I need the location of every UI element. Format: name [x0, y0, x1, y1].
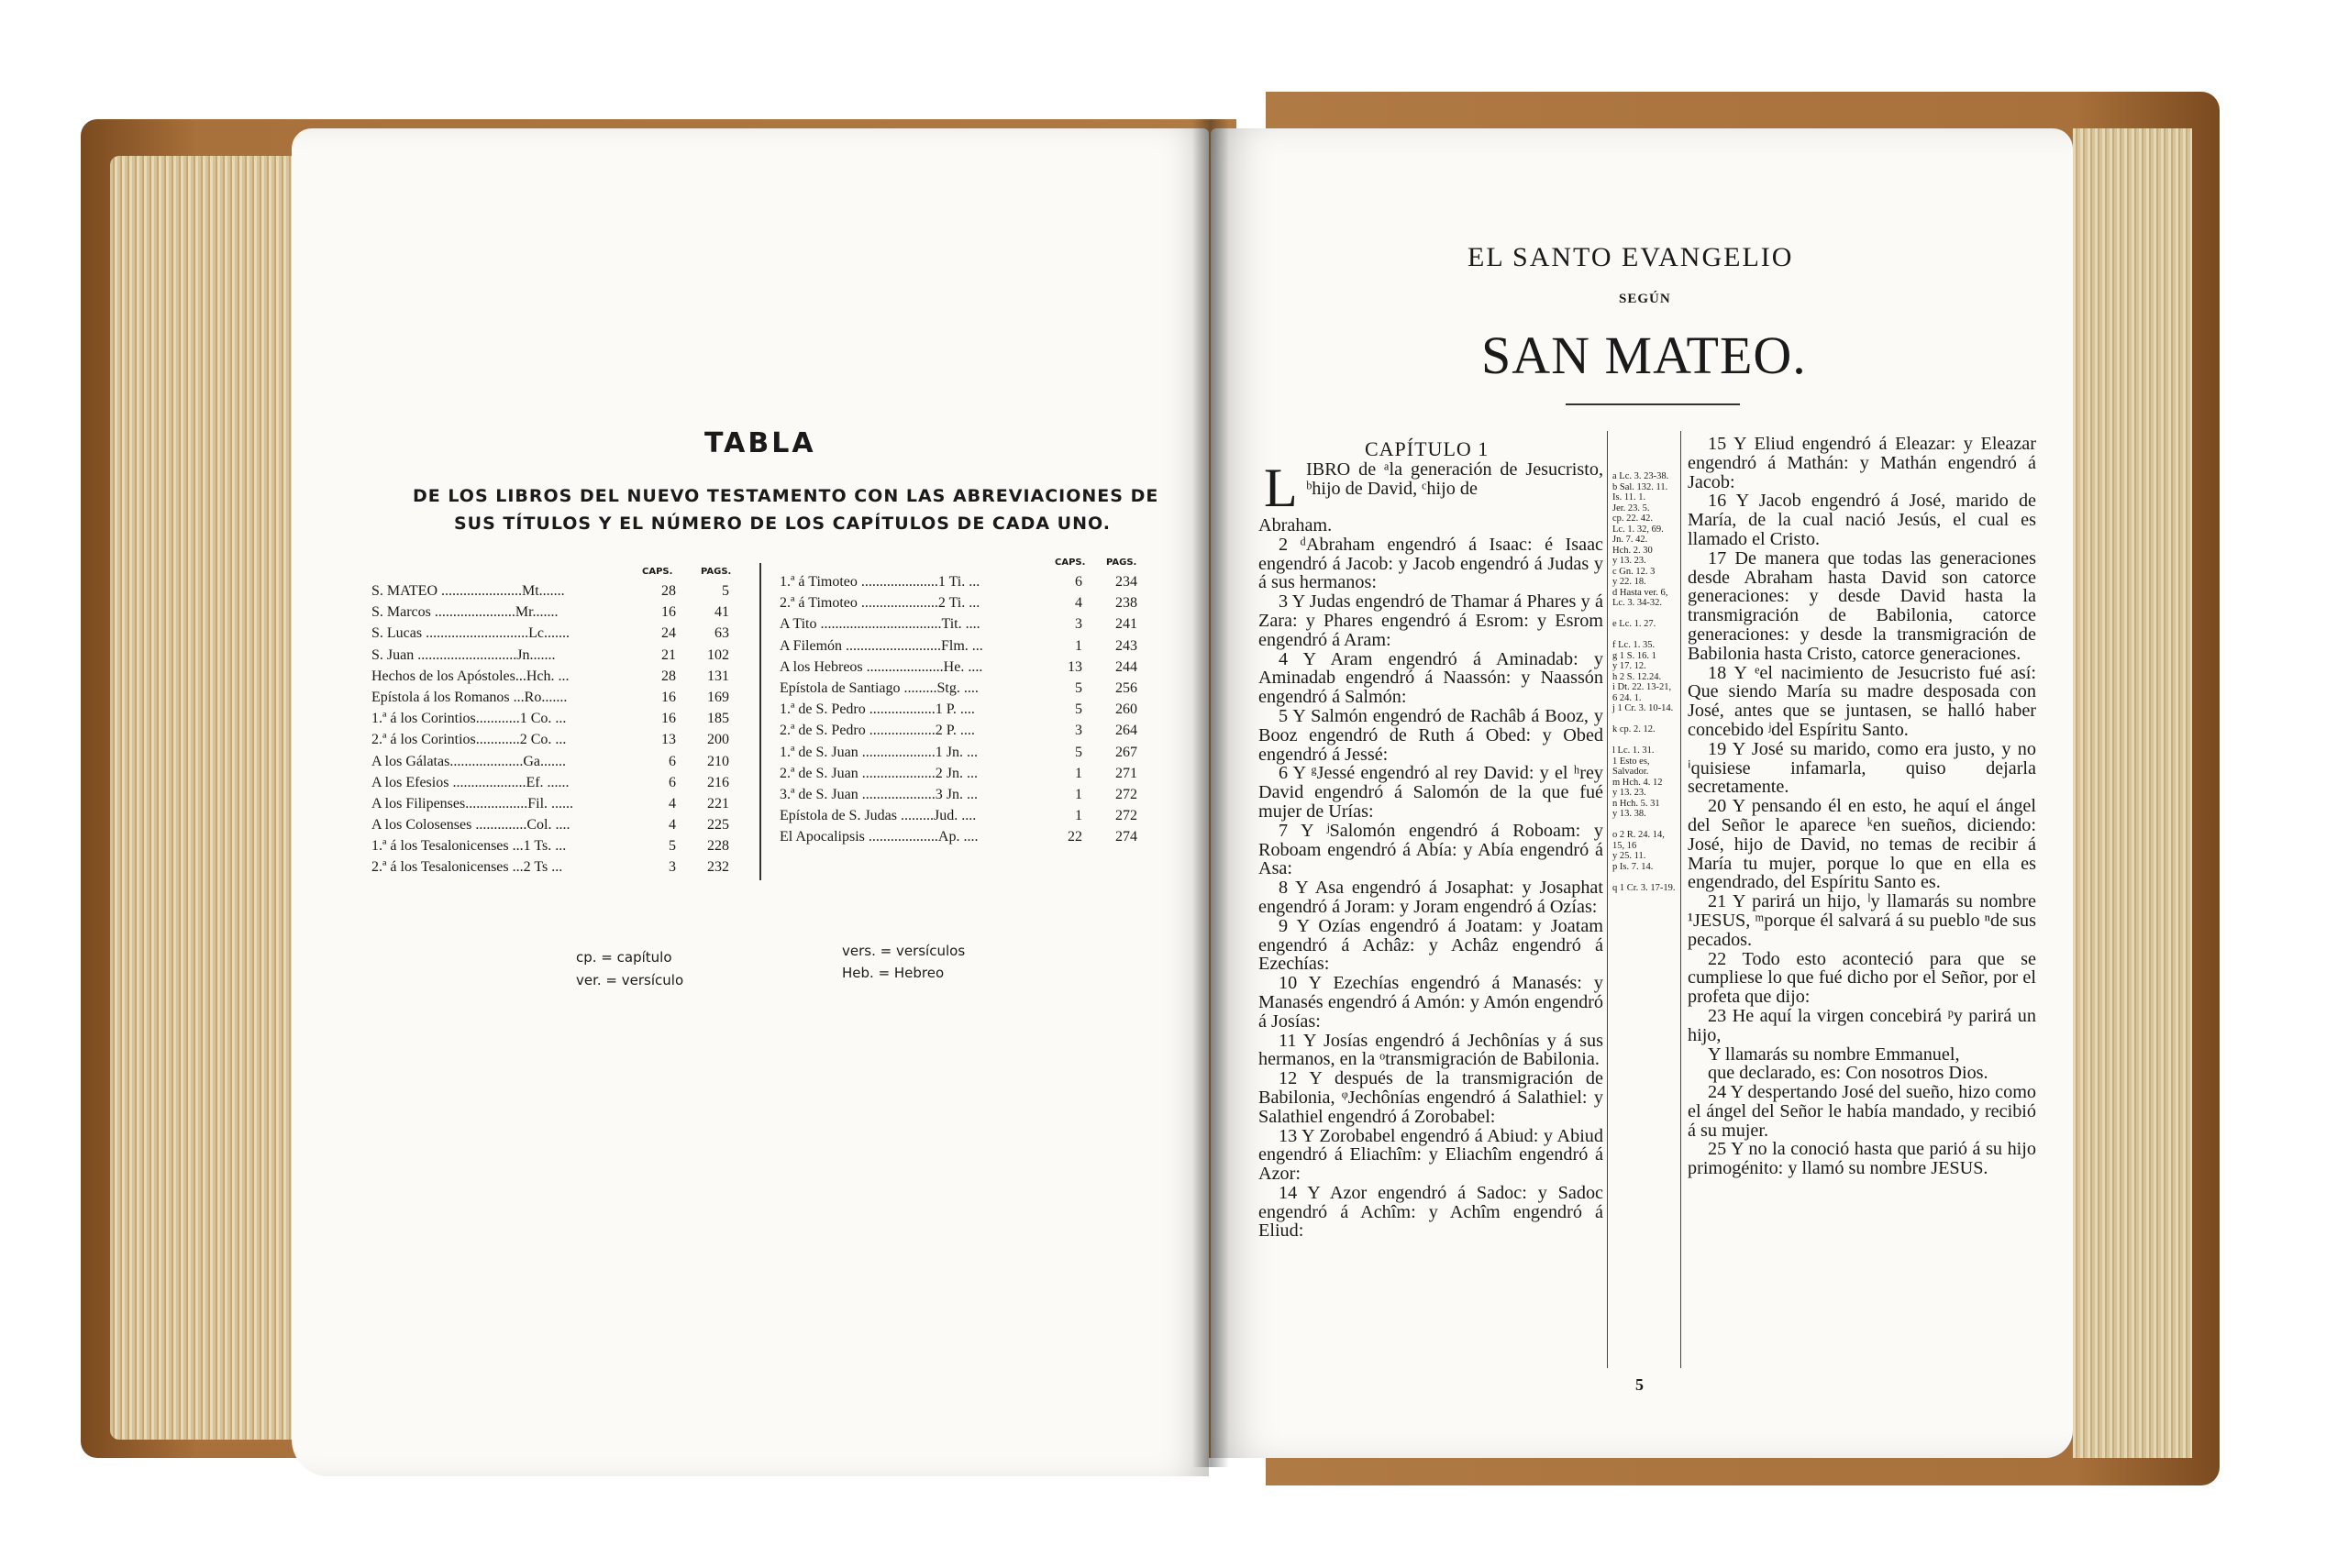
book-name: S. Juan ...........................Jn....... — [371, 646, 556, 663]
book-row — [371, 711, 738, 732]
cross-reference — [1612, 820, 1677, 831]
verse-1-opening: IBRO de ᵃla generación de Jesucristo, ᵇhijo de David, ᶜhijo de — [1306, 459, 1603, 499]
book-chapters: 1 — [1075, 765, 1082, 781]
reference-rule-left — [1607, 431, 1608, 1368]
book-chapters: 28 — [661, 668, 676, 684]
verse-paragraph: 3 Y Judas engendró de Thamar á Phares y á Zara: y Phares engendró á Esrom: y Esrom engendró á Aram: — [1258, 591, 1603, 650]
book-chapters: 1 — [1075, 808, 1082, 824]
book-row — [371, 817, 738, 838]
book-chapters: 4 — [1075, 595, 1082, 612]
verse-paragraph: 21 Y parirá un hijo, ˡy llamarás su nombre ¹JESUS, ᵐporque él salvará á su pueblo ⁿde sus pecados. — [1688, 891, 2036, 950]
drop-cap: L — [1264, 458, 1298, 518]
legend-vers: vers. = versículos — [842, 943, 966, 959]
book-page: 272 — [1115, 808, 1137, 824]
book-row — [780, 787, 1146, 808]
cross-reference: y 17. 12. — [1612, 661, 1646, 671]
cross-reference: a Lc. 3. 23-38. — [1612, 471, 1669, 481]
book-chapters: 22 — [1068, 829, 1082, 845]
book-page: 260 — [1115, 701, 1137, 718]
verse-paragraph: 17 De manera que todas las generaciones desde Abraham hasta David son catorce generaciones: y desde David hasta la transmigración de Babilonia, catorce generaciones: y desde la transmigración de Babilonia hasta Cristo, catorce generaciones. — [1688, 547, 2036, 664]
book-row — [371, 775, 738, 796]
book-name: A Tito .................................Tit. .... — [780, 616, 980, 633]
cross-reference: o 2 R. 24. 14, 15, 16 — [1612, 830, 1665, 851]
book-chapters: 3 — [1075, 723, 1082, 739]
book-name: 3.ª de S. Juan ....................3 Jn. ... — [780, 786, 978, 802]
book-row — [371, 647, 738, 668]
books-table-right — [780, 574, 1146, 850]
book-row — [780, 701, 1146, 723]
cross-reference: c Gn. 12. 3 — [1612, 566, 1656, 577]
cross-reference: y 25. 11. — [1612, 851, 1646, 861]
verse-paragraph: 19 Y José su marido, como era justo, y no ⁱquisiese infamarla, quiso dejarla secretamente. — [1688, 738, 2036, 798]
book-name: A los Colosenses ..............Col. .... — [371, 817, 570, 834]
book-row — [371, 690, 738, 711]
cross-reference: b Sal. 132. 11. — [1612, 481, 1668, 492]
book-name: El Apocalipsis ...................Ap. .... — [780, 829, 979, 845]
book-name: 1.ª de S. Juan ....................1 Jn. ... — [780, 744, 978, 760]
book-chapters: 1 — [1075, 637, 1082, 654]
book-name: 2.ª á los Tesalonicenses ...2 Ts ... — [371, 859, 563, 876]
legend-ver: ver. = versículo — [576, 972, 684, 988]
verse-paragraph: 5 Y Salmón engendró de Rachâb á Booz, y Booz engendró de Ruth á Obed: y Obed engendró á Jessé: — [1258, 705, 1603, 765]
book-chapters: 4 — [669, 817, 676, 834]
cross-reference: i Dt. 22. 13-21, — [1612, 682, 1672, 692]
book-name: Epístola de Santiago .........Stg. .... — [780, 679, 979, 696]
book-chapters: 6 — [669, 753, 676, 769]
book-page: 272 — [1115, 786, 1137, 802]
cross-reference: cp. 22. 42. — [1612, 513, 1654, 524]
book-page: 241 — [1115, 616, 1137, 633]
verse-paragraph: 13 Y Zorobabel engendró á Abiud: y Abiud engendró á Eliachîm: y Eliachîm engendró á Azor: — [1258, 1125, 1603, 1185]
book-name: 1.ª á Timoteo .....................1 Ti. ... — [780, 574, 980, 590]
book-name: Epístola á los Romanos ...Ro....... — [371, 689, 568, 705]
cross-reference: l Lc. 1. 31. — [1612, 745, 1655, 756]
verse-paragraph: 22 Todo esto aconteció para que se cumpliese lo que fué dicho por el Señor, por el profeta que dijo: — [1688, 948, 2036, 1008]
book-chapters: 5 — [1075, 701, 1082, 718]
page-edges-left — [110, 156, 321, 1440]
cross-reference: Lc. 1. 32, 69. — [1612, 524, 1664, 535]
cross-reference: j 1 Cr. 3. 10-14. — [1612, 703, 1674, 713]
caps-header-right: CAPS. — [1055, 558, 1086, 568]
book-page: 271 — [1115, 765, 1137, 781]
legend-heb: Heb. = Hebreo — [842, 965, 945, 981]
caps-header-left: CAPS. — [642, 567, 673, 577]
cross-reference: p Is. 7. 14. — [1612, 861, 1654, 872]
text-column-right — [1688, 435, 2036, 1178]
tabla-title: TABLA — [704, 427, 816, 459]
cross-reference: h 2 S. 12.24. — [1612, 671, 1662, 682]
book-chapters: 13 — [661, 732, 676, 748]
book-row — [780, 808, 1146, 829]
book-name: 1.ª á los Tesalonicenses ...1 Ts. ... — [371, 838, 567, 855]
book-name: 2.ª á Timoteo .....................2 Ti. ... — [780, 595, 980, 612]
cross-reference: Lc. 3. 34-32. — [1612, 598, 1662, 608]
verse-paragraph: 10 Y Ezechías engendró á Manasés: y Manasés engendró á Amón: y Amón engendró á Josías: — [1258, 973, 1603, 1032]
cross-reference: Jer. 23. 5. — [1612, 502, 1650, 513]
verse-paragraph: 25 Y no la conoció hasta que parió á su hijo primogénito: y llamó su nombre JESUS. — [1688, 1139, 2036, 1179]
cross-reference: e Lc. 1. 27. — [1612, 619, 1656, 629]
book-chapters: 6 — [669, 774, 676, 790]
book-chapters: 28 — [661, 583, 676, 599]
book-row — [780, 659, 1146, 680]
book-chapters: 4 — [669, 795, 676, 812]
book-page: 131 — [707, 668, 729, 684]
cross-reference: y 13. 38. — [1612, 809, 1646, 819]
tabla-subtitle-line2: SUS TÍTULOS Y EL NÚMERO DE LOS CAPÍTULOS DE CADA UNO. — [454, 513, 1111, 534]
cross-reference: 1 Esto es, Salvador. — [1612, 756, 1650, 777]
verse-paragraph: 14 Y Azor engendró á Sadoc: y Sadoc engendró á Achîm: y Achîm engendró á Eliud: — [1258, 1182, 1603, 1242]
cross-reference: d Hasta ver. 6, — [1612, 587, 1668, 598]
verse-paragraph: 9 Y Ozías engendró á Joatam: y Joatam engendró á Achâz: y Achâz engendró á Ezechías: — [1258, 915, 1603, 975]
book-row — [371, 625, 738, 646]
pags-header-right: PAGS. — [1106, 558, 1137, 568]
page-edges-right — [2073, 128, 2192, 1458]
book-name: S. Lucas ............................Lc....... — [371, 625, 570, 642]
book-name: 2.ª de S. Juan ....................2 Jn. ... — [780, 765, 978, 781]
cross-reference — [1612, 714, 1677, 725]
table-divider — [759, 563, 761, 880]
book-name: A los Hebreos .....................He. .... — [780, 658, 983, 675]
book-page: 169 — [707, 689, 729, 705]
book-name: A Filemón ..........................Flm. ... — [780, 637, 983, 654]
book-row — [780, 595, 1146, 616]
verse-paragraph: 24 Y despertando José del sueño, hizo como el ángel del Señor le había mandado, y recibió á su mujer. — [1688, 1082, 2036, 1141]
cross-reference — [1612, 630, 1677, 641]
book-row — [780, 638, 1146, 659]
cross-reference: y 13. 23. — [1612, 788, 1646, 798]
verse-paragraph: 15 Y Eliud engendró á Eleazar: y Eleazar engendró á Mathán: y Mathán engendró á Jacob: — [1688, 434, 2036, 492]
book-page: 5 — [722, 583, 729, 599]
book-page: 238 — [1115, 595, 1137, 612]
book-chapters: 3 — [669, 859, 676, 876]
book-page: 200 — [707, 732, 729, 748]
cross-reference: y 22. 18. — [1612, 577, 1646, 587]
book-name: 1.ª á los Corintios............1 Co. ... — [371, 711, 567, 727]
verse-paragraph: que declarado, es: Con nosotros Dios. — [1708, 1063, 1988, 1084]
book-name: A los Filipenses.................Fil. ...... — [371, 795, 574, 812]
tabla-subtitle-line1: DE LOS LIBROS DEL NUEVO TESTAMENTO CON LAS ABREVIACIONES DE — [413, 486, 1159, 506]
book-row — [780, 829, 1146, 850]
verse-paragraph: Y llamarás su nombre Emmanuel, — [1708, 1043, 1960, 1065]
book-page: 267 — [1115, 744, 1137, 760]
cross-reference: Hch. 2. 30 — [1612, 545, 1653, 556]
cross-reference: n Hch. 5. 31 — [1612, 798, 1660, 809]
verse-paragraph: 20 Y pensando él en esto, he aquí el ángel del Señor le aparece ᵏen sueños, diciendo: José, hijo de David, no temas de recibir á María tu mujer, porque lo que en ella es engendrado, del Espíritu Santo es. — [1688, 796, 2036, 893]
book-page: 274 — [1115, 829, 1137, 845]
cross-reference: 6 24. 1. — [1612, 692, 1642, 703]
book-row — [371, 604, 738, 625]
book-row — [780, 766, 1146, 787]
book-chapters: 5 — [1075, 744, 1082, 760]
book-page: 185 — [707, 711, 729, 727]
book-name: 2.ª á los Corintios............2 Co. ... — [371, 732, 567, 748]
verse-paragraph: 2 ᵈAbraham engendró á Isaac: é Isaac engendró á Jacob: y Jacob engendró á Judas y á sus hermanos: — [1258, 534, 1603, 593]
book-page: 243 — [1115, 637, 1137, 654]
pags-header-left: PAGS. — [701, 567, 732, 577]
book-chapters: 3 — [1075, 616, 1082, 633]
verse-paragraph: Abraham. — [1258, 515, 1333, 536]
gospel-segun: SEGÚN — [1619, 292, 1671, 306]
book-name: Hechos de los Apóstoles...Hch. ... — [371, 668, 570, 684]
cross-reference — [1612, 609, 1677, 620]
verse-paragraph: 7 Y ʲSalomón engendró á Roboam: y Roboam engendró á Abía: y Abía engendró á Asa: — [1258, 820, 1603, 879]
cross-reference: k cp. 2. 12. — [1612, 724, 1656, 734]
verse-paragraph: 4 Y Aram engendró á Aminadab: y Aminadab engendró á Naassón: y Naassón engendró á Salmón: — [1258, 648, 1603, 708]
book-name: 1.ª de S. Pedro ..................1 P. .... — [780, 701, 975, 718]
book-chapters: 5 — [669, 838, 676, 855]
verse-paragraph: 18 Y ᵉel nacimiento de Jesucristo fué así: Que siendo María su madre desposada con José, antes que se juntasen, se halló haber concebido ʲdel Espíritu Santo. — [1688, 662, 2036, 740]
book-page: 264 — [1115, 723, 1137, 739]
cross-reference: q 1 Cr. 3. 17-19. — [1612, 882, 1676, 893]
gospel-book-name: SAN MATEO. — [1481, 326, 1807, 385]
book-row — [371, 668, 738, 690]
verse-paragraph: 12 Y después de la transmigración de Babilonia, ᵠJechônías engendró á Salathiel: y Salathiel engendró á Zorobabel: — [1258, 1068, 1603, 1127]
book-page: 256 — [1115, 679, 1137, 696]
cross-reference: Is. 11. 1. — [1612, 492, 1646, 502]
books-table-left — [371, 583, 738, 881]
book-page: 216 — [707, 774, 729, 790]
gospel-title: EL SANTO EVANGELIO — [1468, 242, 1794, 272]
book-page: 234 — [1115, 574, 1137, 590]
book-name: Epístola de S. Judas .........Jud. .... — [780, 808, 977, 824]
book-row — [371, 859, 738, 880]
cross-reference: Jn. 7. 42. — [1612, 535, 1648, 545]
book-page: 244 — [1115, 658, 1137, 675]
book-page: 41 — [714, 604, 729, 621]
verse-paragraph: 16 Y Jacob engendró á José, marido de María, de la cual nació Jesús, el cual es llamado el Cristo. — [1688, 491, 2036, 549]
reference-rule-right — [1680, 431, 1681, 1368]
cross-reference — [1612, 872, 1677, 883]
chapter-heading: CAPÍTULO 1 — [1365, 437, 1490, 460]
verse-paragraph: 8 Y Asa engendró á Josaphat: y Josaphat engendró á Joram: y Joram engendró á Ozías: — [1258, 878, 1603, 917]
book-page: 228 — [707, 838, 729, 855]
cross-reference: y 13. 23. — [1612, 556, 1646, 566]
book-row — [371, 732, 738, 753]
cross-references — [1612, 471, 1677, 893]
book-chapters: 24 — [661, 625, 676, 642]
book-chapters: 16 — [661, 604, 676, 621]
book-chapters: 21 — [661, 646, 676, 663]
title-rule — [1566, 403, 1740, 405]
book-row — [371, 796, 738, 817]
book-page: 225 — [707, 817, 729, 834]
book-row — [780, 680, 1146, 701]
book-row — [780, 574, 1146, 595]
book-row — [780, 616, 1146, 637]
book-row — [371, 583, 738, 604]
book-row — [371, 838, 738, 859]
cross-reference: g 1 S. 16. 1 — [1612, 650, 1656, 661]
book-row — [371, 754, 738, 775]
book-name: A los Efesios ....................Ef. ...... — [371, 774, 570, 790]
cross-reference: m Hch. 4. 12 — [1612, 777, 1663, 788]
book-page: 102 — [707, 646, 729, 663]
book-row — [780, 723, 1146, 744]
book-name: S. Marcos ......................Mr....... — [371, 604, 559, 621]
book-row — [780, 745, 1146, 766]
text-column-left — [1258, 516, 1603, 1241]
book-chapters: 16 — [661, 711, 676, 727]
book-name: 2.ª de S. Pedro ..................2 P. .... — [780, 723, 975, 739]
book-chapters: 5 — [1075, 679, 1082, 696]
book-page: 221 — [707, 795, 729, 812]
verse-paragraph: 6 Y ᵍJessé engendró al rey David: y el ʰrey David engendró á Salomón de la que fué mujer de Urías: — [1258, 763, 1603, 822]
verse-paragraph: 11 Y Josías engendró á Jechônías y á sus hermanos, en la ᵒtransmigración de Babilonia. — [1258, 1030, 1603, 1070]
book-page: 210 — [707, 753, 729, 769]
book-chapters: 13 — [1068, 658, 1082, 675]
verse-paragraph: 23 He aquí la virgen concebirá ᵖy parirá un hijo, — [1688, 1005, 2036, 1045]
book-page: 63 — [714, 625, 729, 642]
book-page: 232 — [707, 859, 729, 876]
cross-reference: f Lc. 1. 35. — [1612, 640, 1656, 650]
cross-reference — [1612, 735, 1677, 746]
book-chapters: 16 — [661, 689, 676, 705]
page-number: 5 — [1635, 1375, 1644, 1394]
book-name: A los Gálatas....................Ga....... — [371, 753, 566, 769]
book-gutter — [1192, 119, 1229, 1467]
book-chapters: 6 — [1075, 574, 1082, 590]
book-name: S. MATEO ......................Mt....... — [371, 583, 565, 599]
book-chapters: 1 — [1075, 786, 1082, 802]
legend-cp: cp. = capítulo — [576, 949, 672, 966]
